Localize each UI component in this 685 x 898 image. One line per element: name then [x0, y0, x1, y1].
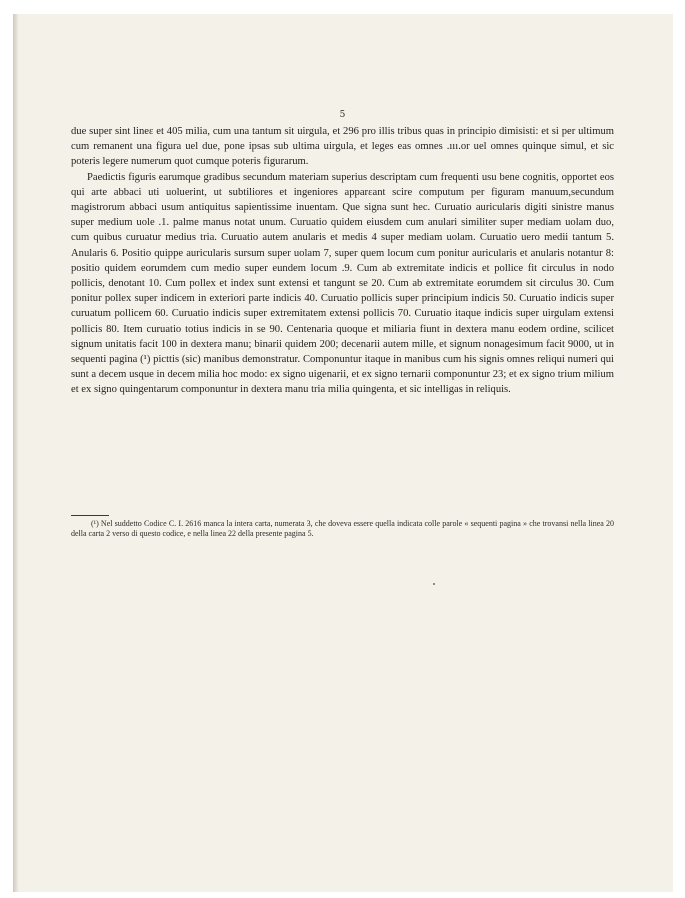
paper-speck [433, 583, 435, 585]
footnote-divider [71, 515, 109, 516]
paragraph-1: due super sint lineε et 405 milia, cum una tantum sit uirgula, et 296 pro illis tribus quas in principio dimisisti: et si per ultimum cum remanent una figura uel due, pone ipsas sub ultima uirgula, et leges eas omnes .ııı.or uel omnes quinque simul, et sic poteris legere numerum quot cumque poteris figurarum. [71, 126, 614, 168]
page-number: 5 [339, 110, 346, 120]
page-gutter-shadow [13, 14, 19, 892]
footnote [71, 519, 614, 539]
footnote-text: (¹) Nel suddetto Codice C. I. 2616 manca la intera carta, numerata 3, che doveva essere quella indicata colle parole « sequenti pagina » che trovansi nella linea 20 della carta 2 verso di questo codice, e nella linea 22 della presente pagina 5. [71, 519, 614, 538]
paragraph-2: Paedictis figuris earumque gradibus secundum materiam superius descriptam cum frequenti usu bene cognitis, opportet eos qui arte abbaci uti uoluerint, ut subtiliores et ingeniores apparεant scire computum per figuram manuum,secundum magistrorum abbaci usum antiquitus sapientissime inuentam. Que signa sunt hec. Curuatio auricularis digiti sinistre manus super medium uole .1. palme manus notat unum. Curuatio quidem eiusdem cum anulari similiter super mediam uolam duo, cum quibus curuatur medius tria. Curuatio autem anularis et medis 4 super mediam uolam. Curuatio uero medii tantum 5. Anularis 6. Positio quippe auricularis sursum super uolam 7, super quem locum cum ponitur auricularis et anularis notantur 8: positio quidem eorumdem cum medio super eundem locum .9. Cum ab extremitate indicis et pollice fit circulus in nodo pollicis, denotant 10. Cum pollex et index sunt extensi et tangunt se 20. Cum ab extremitate eorumdem sit circulus 30. Cum ponitur pollex super indicem in exteriori parte indicis 40. Curuatio pollicis super principium indicis 50. Curuatio indicis super curuatum pollicem 60. Curuatio indicis super extremitatem extensi pollicis 70. Curuatio itaque indicis super uirgulam extensi pollicis 80. Item curuatio totius indicis in se 90. Centenaria quoque et miliaria fiunt in dextera manu eodem ordine, scilicet signum unitatis facit 100 in dextera manu; binarii quidem 200; decenarii autem mille, et signum nonagesimum facit 9000, ut in sequenti pagina (¹) picttis (sic) manibus demonstratur. Componuntur itaque in manibus cum his signis omnes reliqui numeri qui sunt a decem usque in decem milia hoc modo: ex signo uigenarii, et ex signo ternarii componuntur 23; et ex signo trium milium et ex signo quingentarum componuntur in dextera manu tria milia quingenta, et sic intelligas in reliquis. [71, 171, 614, 396]
main-text [71, 124, 614, 398]
